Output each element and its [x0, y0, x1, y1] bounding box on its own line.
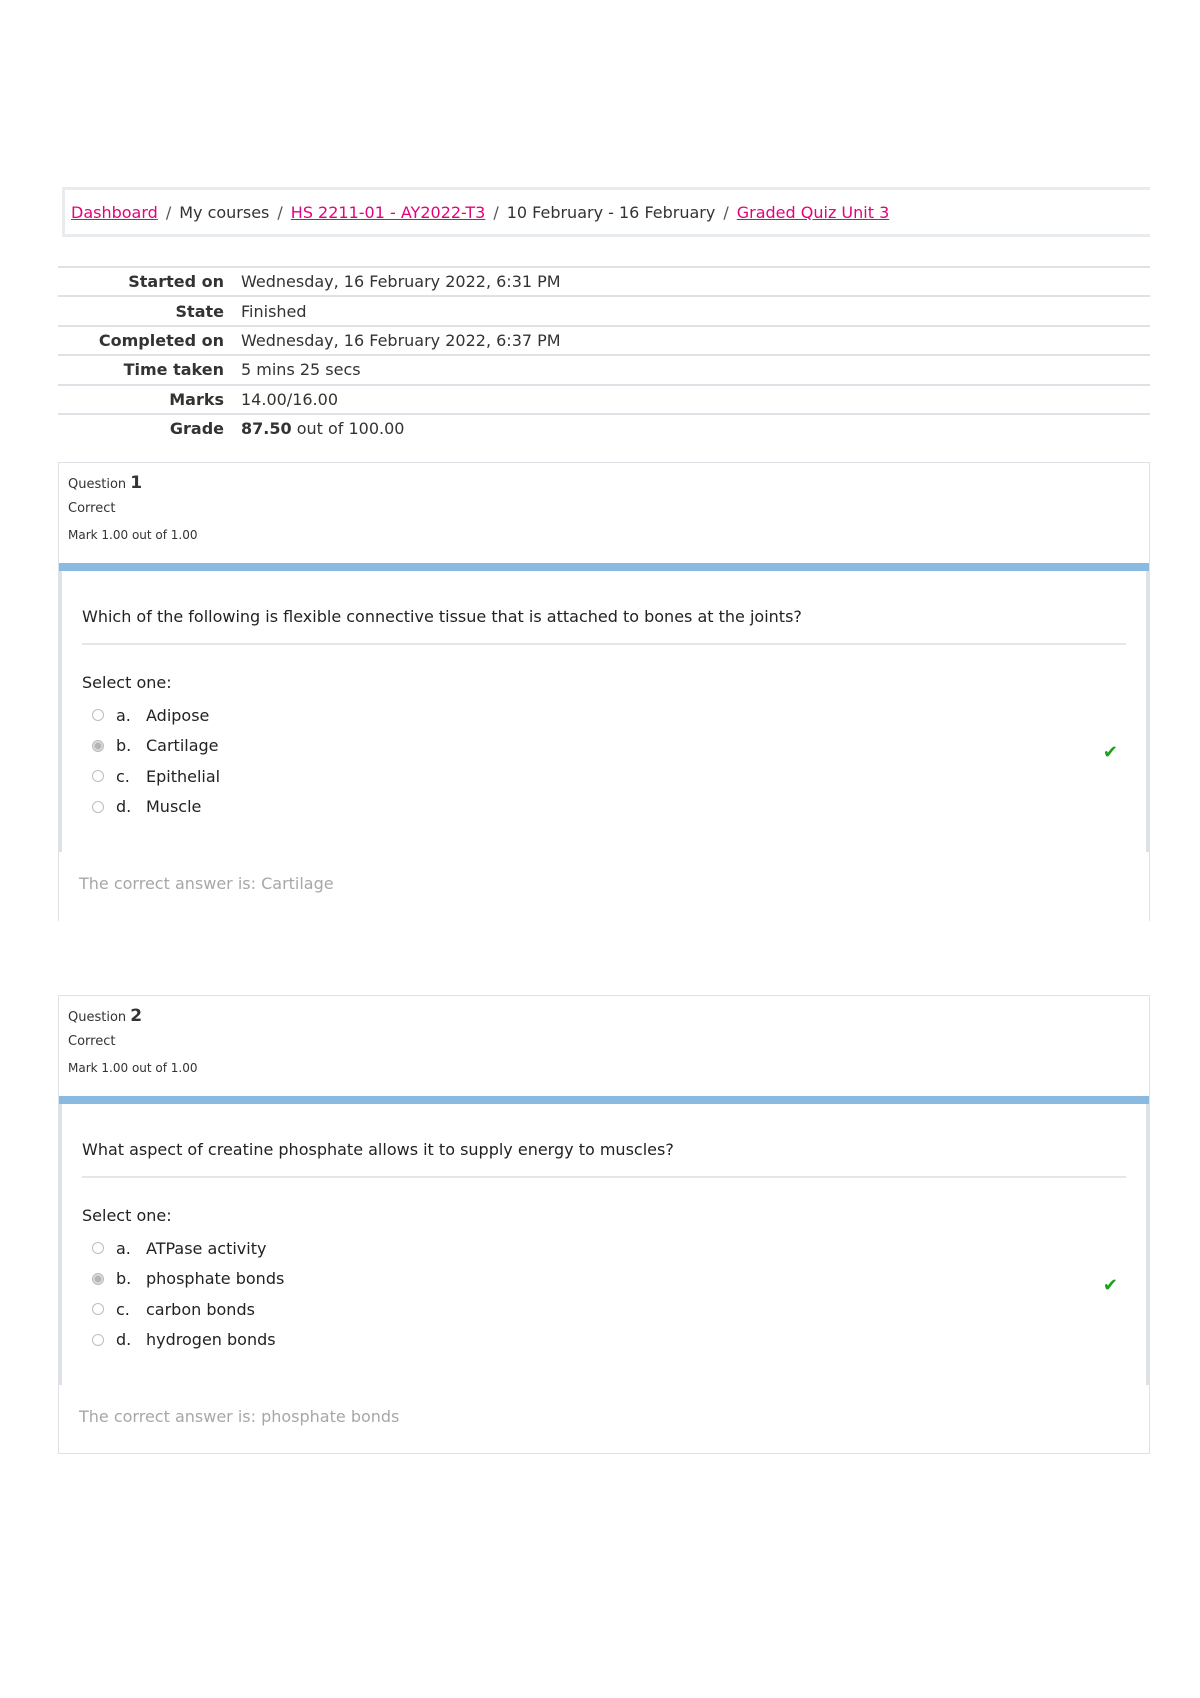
select-one-label: Select one: [82, 1206, 172, 1225]
answer-letter: b. [116, 1269, 132, 1289]
check-icon: ✔ [1102, 742, 1118, 763]
answer-list [62, 1225, 1146, 1355]
summary-label: Time taken [123, 360, 224, 380]
breadcrumb-dashboard-link[interactable]: Dashboard [71, 202, 158, 222]
breadcrumb-separator: / [165, 202, 172, 222]
question-text: What aspect of creatine phosphate allows it to supply energy to muscles? [82, 1140, 674, 1159]
summary-row-completed [58, 325, 1150, 354]
radio-button[interactable] [92, 801, 104, 813]
breadcrumb-my-courses: My courses [179, 202, 270, 222]
summary-value: 5 mins 25 secs [241, 360, 361, 380]
answer-text: Epithelial [146, 766, 221, 786]
correct-answer-feedback: The correct answer is: Cartilage [79, 874, 334, 893]
question-header-bar [59, 563, 1149, 571]
answer-option-c[interactable] [92, 761, 1146, 792]
question-info [59, 463, 1149, 563]
summary-label: Grade [169, 419, 224, 439]
correct-answer-feedback: The correct answer is: phosphate bonds [79, 1407, 400, 1426]
question-number-value: 2 [130, 1006, 143, 1026]
question-state: Correct [68, 501, 116, 516]
answer-letter: c. [116, 1299, 130, 1319]
answer-letter: a. [116, 705, 131, 725]
breadcrumb-week: 10 February - 16 February [506, 202, 716, 222]
summary-value: 14.00/16.00 [241, 389, 338, 409]
summary-value: Finished [241, 301, 307, 321]
radio-button[interactable] [92, 1242, 104, 1254]
summary-value: Wednesday, 16 February 2022, 6:31 PM [241, 272, 561, 292]
answer-option-d[interactable] [92, 1325, 1146, 1356]
radio-button-selected[interactable] [92, 1273, 104, 1285]
answer-text: Muscle [146, 797, 202, 817]
summary-row-marks [58, 384, 1150, 413]
breadcrumb-separator: / [723, 202, 729, 222]
summary-row-time-taken [58, 354, 1150, 383]
question-2 [58, 995, 1150, 1454]
answer-text: carbon bonds [146, 1299, 255, 1319]
grade-out-of: out of 100.00 [296, 419, 405, 439]
answer-option-b[interactable] [92, 1264, 1146, 1295]
grade-value: 87.50 [241, 419, 292, 439]
answer-letter: d. [116, 797, 132, 817]
answer-text: Cartilage [146, 736, 219, 756]
radio-button[interactable] [92, 770, 104, 782]
select-one-label: Select one: [82, 673, 172, 692]
answer-option-a[interactable] [92, 700, 1146, 731]
summary-row-grade [58, 413, 1150, 442]
question-text: Which of the following is flexible connective tissue that is attached to bones at the joints? [82, 607, 802, 626]
answer-option-c[interactable] [92, 1294, 1146, 1325]
answer-text: phosphate bonds [146, 1269, 285, 1289]
answer-text: Adipose [146, 705, 210, 725]
question-mark: Mark 1.00 out of 1.00 [68, 1061, 198, 1075]
question-header-bar [59, 1096, 1149, 1104]
answer-option-b[interactable] [92, 731, 1146, 762]
question-content [59, 571, 1149, 852]
question-mark: Mark 1.00 out of 1.00 [68, 528, 198, 542]
answer-list [62, 692, 1146, 822]
summary-label: Completed on [98, 330, 224, 350]
radio-button[interactable] [92, 709, 104, 721]
answer-letter: b. [116, 736, 132, 756]
answer-option-a[interactable] [92, 1233, 1146, 1264]
breadcrumb-quiz-link[interactable]: Graded Quiz Unit 3 [736, 202, 890, 222]
question-state: Correct [68, 1034, 116, 1049]
summary-label: Marks [169, 389, 224, 409]
breadcrumb-separator: / [277, 202, 283, 222]
summary-row-state [58, 295, 1150, 324]
summary-row-started [58, 266, 1150, 295]
question-number [68, 473, 1149, 493]
answer-letter: a. [116, 1238, 131, 1258]
answer-text: ATPase activity [146, 1238, 267, 1258]
question-number-value: 1 [130, 473, 143, 493]
answer-letter: c. [116, 766, 130, 786]
breadcrumb [62, 187, 1150, 237]
answer-text: hydrogen bonds [146, 1330, 276, 1350]
summary-label: Started on [128, 272, 224, 292]
check-icon: ✔ [1102, 1275, 1118, 1296]
radio-button[interactable] [92, 1303, 104, 1315]
question-number [68, 1006, 1149, 1026]
radio-button-selected[interactable] [92, 740, 104, 752]
question-prefix: Question [68, 1010, 127, 1025]
breadcrumb-course-link[interactable]: HS 2211-01 - AY2022-T3 [290, 202, 486, 222]
question-prefix: Question [68, 477, 127, 492]
question-content [59, 1104, 1149, 1385]
summary-label: State [175, 301, 224, 321]
attempt-summary-table [58, 266, 1150, 442]
breadcrumb-separator: / [493, 202, 499, 222]
summary-value: Wednesday, 16 February 2022, 6:37 PM [241, 330, 561, 350]
question-info [59, 996, 1149, 1096]
answer-letter: d. [116, 1330, 132, 1350]
radio-button[interactable] [92, 1334, 104, 1346]
question-1 [58, 462, 1150, 921]
answer-option-d[interactable] [92, 792, 1146, 823]
summary-value [241, 419, 404, 438]
